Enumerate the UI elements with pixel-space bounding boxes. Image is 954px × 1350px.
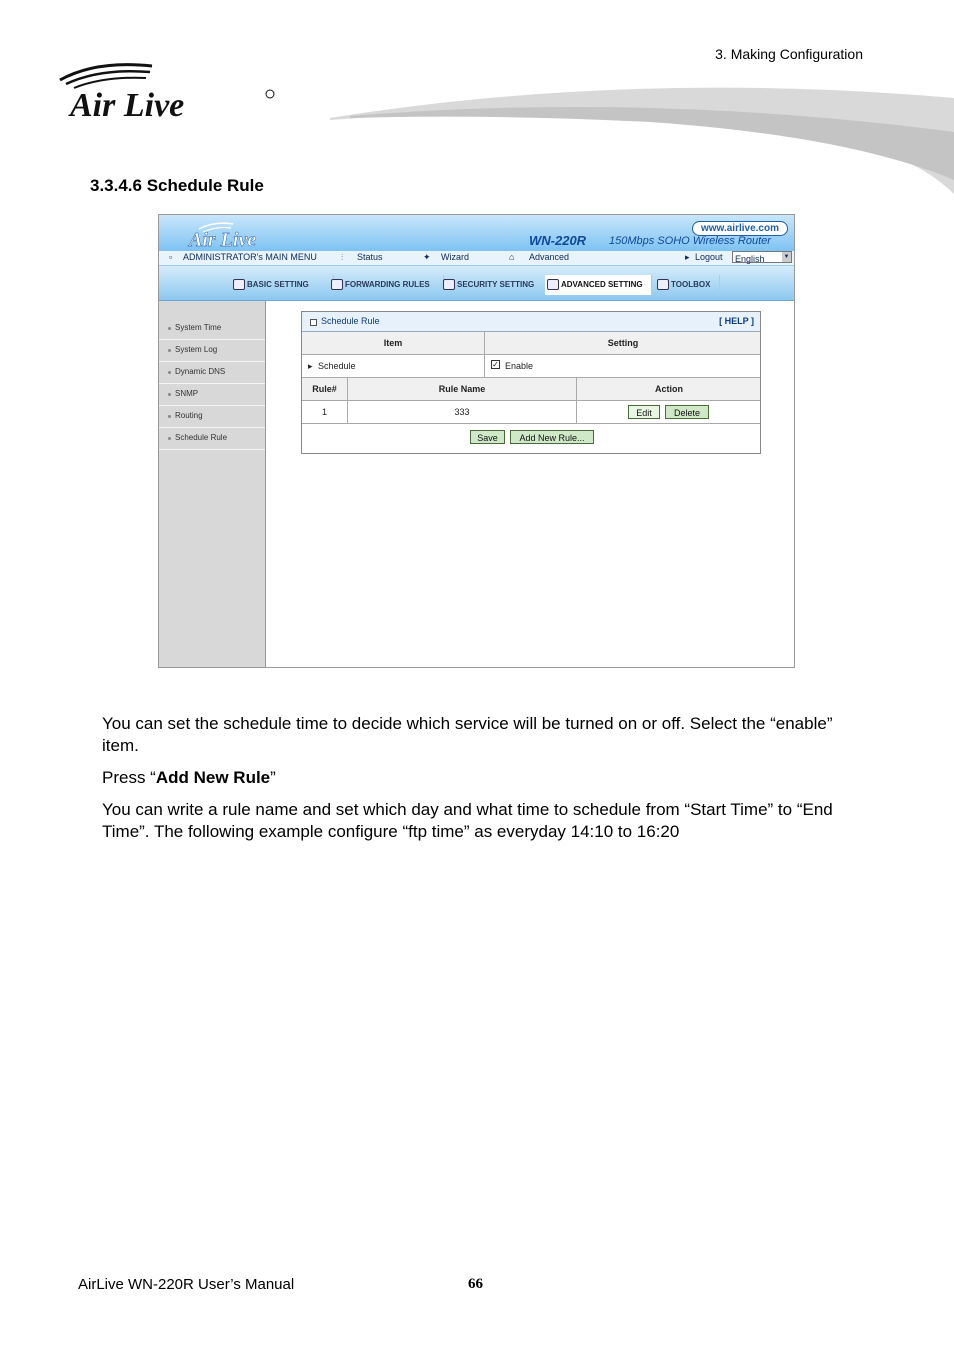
rule-name: 333 — [454, 407, 470, 417]
footer-manual-title: AirLive WN-220R User’s Manual — [78, 1276, 295, 1293]
column-divider — [576, 401, 577, 423]
tab-security-setting[interactable] — [441, 275, 554, 295]
example-paragraph: You can write a rule name and set which day and what time to schedule from “Start Time” to “End Time”. The following example configure “ftp time” as everyday 14:10 to 16:20 — [102, 800, 833, 841]
sidebar-item-label: Dynamic DNS — [175, 367, 226, 376]
menu-main[interactable]: ADMINISTRATOR's MAIN MENU — [183, 252, 317, 262]
logout-arrow-icon: ▸ — [685, 252, 690, 262]
bullet-icon — [168, 393, 171, 396]
bullet-icon — [168, 415, 171, 418]
add-new-rule-button[interactable]: Add New Rule... — [510, 430, 594, 444]
router-brand-logo — [185, 219, 289, 249]
dropdown-arrow-icon: ▼ — [783, 254, 790, 260]
status-icon: ⫶ — [341, 252, 344, 262]
basic-setting-icon — [233, 279, 245, 290]
bullet-icon — [168, 371, 171, 374]
wizard-icon: ✦ — [423, 252, 431, 262]
menu-wizard[interactable]: Wizard — [441, 252, 470, 262]
sidebar-item-system-time[interactable] — [159, 317, 265, 340]
bullet-icon — [168, 327, 171, 330]
sidebar-item-label: System Log — [175, 345, 218, 354]
router-top-banner — [159, 215, 794, 251]
row-arrow-icon: ▸ — [308, 361, 313, 371]
sidebar-item-label: SNMP — [175, 389, 199, 398]
sidebar-item-snmp[interactable] — [159, 383, 265, 406]
advanced-setting-icon — [547, 279, 559, 290]
advanced-icon: ⌂ — [509, 252, 515, 262]
router-main-menu — [159, 251, 794, 266]
sidebar-item-label: Schedule Rule — [175, 433, 228, 442]
language-value: English — [735, 254, 765, 264]
tab-label: SECURITY SETTING — [457, 280, 535, 289]
col-rule-name-header: Rule Name — [438, 384, 486, 394]
tab-label: FORWARDING RULES — [345, 280, 430, 289]
delete-rule-button[interactable]: Delete — [665, 405, 709, 419]
col-item-header: Item — [383, 338, 403, 348]
col-rule-no-header: Rule# — [312, 384, 337, 394]
save-button[interactable]: Save — [470, 430, 505, 444]
enable-checkbox[interactable]: ✓ — [492, 360, 499, 369]
sidebar-item-label: Routing — [175, 411, 203, 420]
router-tab-bar — [159, 266, 794, 301]
router-model-subtitle: 150Mbps SOHO Wireless Router — [609, 235, 771, 247]
sidebar-item-dynamic-dns[interactable] — [159, 361, 265, 384]
instruction-prefix: Press “ — [102, 768, 156, 787]
menu-logout[interactable]: Logout — [695, 252, 723, 262]
toolbox-icon — [657, 279, 669, 290]
header-swoosh-graphic — [330, 70, 954, 200]
schedule-rule-panel — [301, 311, 761, 454]
tab-advanced-setting[interactable] — [545, 275, 652, 295]
sidebar-item-routing[interactable] — [159, 405, 265, 428]
schedule-enable-row — [302, 355, 760, 378]
svg-text:Air Live: Air Live — [189, 229, 257, 249]
security-setting-icon — [443, 279, 455, 290]
col-setting-header: Setting — [607, 338, 639, 348]
section-heading: 3.3.4.6 Schedule Rule — [90, 176, 264, 195]
table-row — [302, 401, 760, 424]
menu-advanced[interactable]: Advanced — [529, 252, 570, 262]
panel-title-icon — [310, 319, 317, 326]
router-ui-screenshot — [158, 214, 795, 668]
tab-forwarding-rules[interactable] — [329, 275, 444, 295]
page-number: 66 — [468, 1276, 483, 1292]
router-model: WN-220R — [529, 233, 587, 248]
sidebar-item-system-log[interactable] — [159, 339, 265, 362]
instruction-bold: Add New Rule — [155, 768, 271, 787]
help-link[interactable]: [ HELP ] — [719, 316, 754, 326]
router-url-link[interactable]: www.airlive.com — [692, 221, 788, 236]
panel-title: Schedule Rule — [321, 316, 380, 326]
bullet-icon — [168, 437, 171, 440]
tab-label: BASIC SETTING — [247, 280, 309, 289]
instruction-suffix: ” — [270, 768, 276, 787]
airlive-logo — [56, 58, 286, 128]
forwarding-rules-icon — [331, 279, 343, 290]
tab-basic-setting[interactable] — [231, 275, 334, 295]
panel-title-bar — [302, 312, 760, 332]
column-divider — [484, 355, 485, 377]
bullet-icon — [168, 349, 171, 352]
edit-rule-button[interactable]: Edit — [628, 405, 660, 419]
sidebar-item-schedule-rule[interactable] — [159, 427, 265, 450]
svg-text:Air Live: Air Live — [70, 87, 185, 124]
menu-status[interactable]: Status — [357, 252, 383, 262]
tab-toolbox[interactable] — [655, 275, 720, 295]
tab-label: TOOLBOX — [671, 280, 711, 289]
language-select[interactable] — [732, 251, 792, 263]
chapter-heading: 3. Making Configuration — [715, 46, 863, 62]
router-sidebar — [159, 301, 266, 668]
col-action-header: Action — [655, 384, 683, 394]
tab-label: ADVANCED SETTING — [561, 280, 643, 289]
item-setting-header-row — [302, 332, 760, 355]
description-paragraph: You can set the schedule time to decide which service will be turned on or off. Select the “enable” item. — [102, 714, 833, 755]
enable-label: Enable — [505, 361, 534, 371]
instruction-paragraph — [102, 767, 872, 789]
rule-number: 1 — [321, 407, 327, 417]
main-menu-icon: ▫ — [169, 252, 173, 262]
rule-header-row — [302, 378, 760, 401]
schedule-label: Schedule — [318, 361, 356, 371]
sidebar-item-label: System Time — [175, 323, 222, 332]
